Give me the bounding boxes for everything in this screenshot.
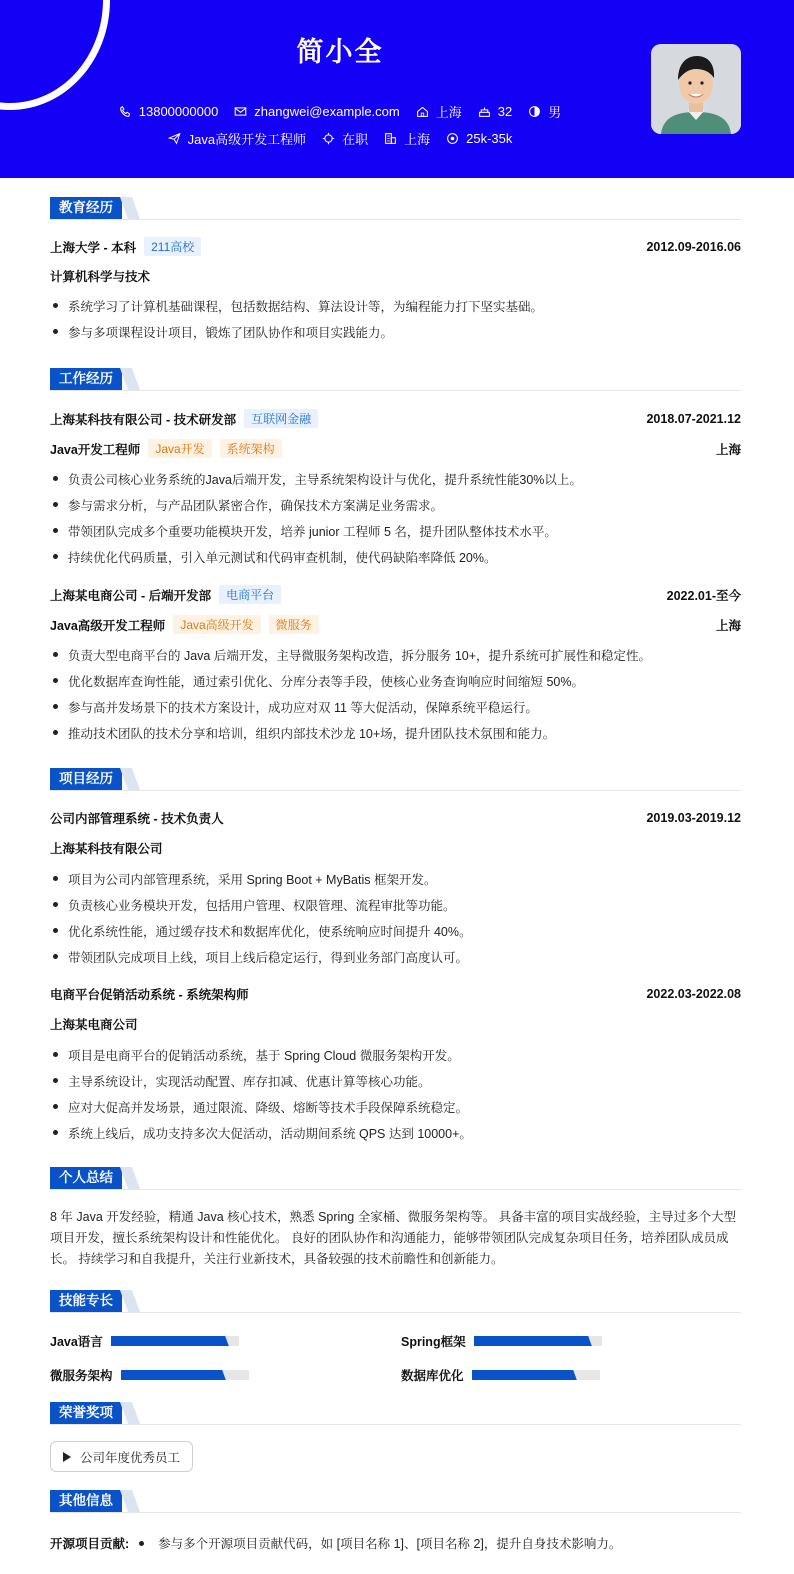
section-skills: [50, 1290, 741, 1312]
work-date: 2018.07-2021.12: [646, 411, 741, 426]
list-item: 系统上线后，成功支持多次大促活动，活动期间系统 QPS 达到 10000+。: [50, 1124, 741, 1142]
bullet-dot: [139, 1541, 144, 1546]
section-divider: [50, 790, 741, 791]
avatar: [651, 44, 741, 134]
section-education: [50, 197, 741, 219]
list-item: 参与多项课程设计项目，锻炼了团队协作和项目实践能力。: [50, 323, 741, 341]
job-status: 在职: [322, 129, 368, 148]
industry-tag: 电商平台: [219, 585, 281, 604]
work-header: 上海某电商公司 - 后端开发部 电商平台 2022.01-至今: [50, 585, 741, 604]
title-slant: [120, 1402, 140, 1424]
skill-bar-fill: [472, 1370, 572, 1380]
industry-tag: 互联网金融: [244, 409, 318, 428]
skill-bar-fill: [111, 1336, 224, 1346]
title-slant: [120, 768, 140, 790]
resume-header: [0, 0, 794, 178]
gender-icon: [528, 105, 541, 118]
education-date: 2012.09-2016.06: [646, 239, 741, 254]
list-item: 参与需求分析，与产品团队紧密合作，确保技术方案满足业务需求。: [50, 496, 741, 514]
project-company: 上海某科技有限公司: [50, 842, 163, 856]
list-item: 优化数据库查询性能，通过索引优化、分库分表等手段，使核心业务查询响应时间缩短 50%。: [50, 672, 741, 690]
work-header: 上海某科技有限公司 - 技术研发部 互联网金融 2018.07-2021.12: [50, 409, 741, 428]
education-major: 计算机科学与技术: [50, 270, 151, 284]
status-icon: [322, 132, 335, 145]
skill-tag: Java开发: [148, 439, 211, 458]
section-other: [50, 1490, 741, 1512]
section-divider: [50, 390, 741, 391]
skill-bar-fill: [474, 1336, 587, 1346]
other-label: 开源项目贡献:: [50, 1537, 130, 1551]
job-intent-row: [0, 129, 680, 148]
section-title-work: 工作经历: [50, 368, 122, 390]
work-role: Java开发工程师 Java开发 系统架构 上海: [50, 439, 741, 458]
section-divider: [50, 1512, 741, 1513]
other-info: [50, 1534, 621, 1552]
title-slant: [120, 1167, 140, 1189]
work-date: 2022.01-至今: [666, 588, 741, 603]
list-item: 推动技术团队的技术分享和培训，组织内部技术沙龙 10+场，提升团队技术氛围和能力。: [50, 724, 741, 742]
list-item: 系统学习了计算机基础课程，包括数据结构、算法设计等，为编程能力打下坚实基础。: [50, 297, 741, 315]
work-city: 上海: [715, 442, 741, 457]
list-item: 项目是电商平台的促销活动系统，基于 Spring Cloud 微服务架构开发。: [50, 1046, 741, 1064]
phone-icon: [119, 105, 132, 118]
section-title-awards: 荣誉奖项: [50, 1402, 122, 1424]
skill-bar-fill: [121, 1370, 221, 1380]
title-slant: [120, 1290, 140, 1312]
section-divider: [50, 1424, 741, 1425]
play-icon: [63, 1452, 71, 1462]
list-item: 持续优化代码质量，引入单元测试和代码审查机制，使代码缺陷率降低 20%。: [50, 548, 741, 566]
mail-icon: [234, 105, 247, 118]
project-date: 2019.03-2019.12: [646, 811, 741, 825]
summary-text: 8 年 Java 开发经验，精通 Java 核心技术，熟悉 Spring 全家桶、微服务架构等。 具备丰富的项目实战经验，主导过多个大型项目开发，擅长系统架构设计和性能优化。 良好的团队协作和沟通能力，能够带领团队完成复杂项目任务，培养团队成员成长。 持续学习和自我提升，关注行业新技术，具备较强的技术前瞻性和创新能力。: [50, 1210, 737, 1266]
title-slant: [120, 1490, 140, 1512]
project-date: 2022.03-2022.08: [646, 987, 741, 1001]
list-item: 参与高并发场景下的技术方案设计，成功应对双 11 等大促活动，保障系统平稳运行。: [50, 698, 741, 716]
job-title: Java高级开发工程师: [168, 129, 306, 148]
section-divider: [50, 219, 741, 220]
skill-bar: [111, 1336, 239, 1346]
contact-gender: 男: [528, 102, 561, 121]
section-title-skills: 技能专长: [50, 1290, 122, 1312]
list-item: 项目为公司内部管理系统，采用 Spring Boot + MyBatis 框架开发。: [50, 870, 741, 888]
title-slant: [120, 197, 140, 219]
section-divider: [50, 1189, 741, 1190]
skill-tag: 微服务: [269, 615, 319, 634]
list-item: 负责大型电商平台的 Java 后端开发，主导微服务架构改造，拆分服务 10+，提升系统可扩展性和稳定性。: [50, 646, 741, 664]
skill-item: 微服务架构: [50, 1366, 249, 1384]
skill-bar: [472, 1370, 600, 1380]
section-title-summary: 个人总结: [50, 1167, 122, 1189]
section-work: [50, 368, 741, 390]
project-company: 上海某电商公司: [50, 1018, 138, 1032]
list-item: 带领团队完成多个重要功能模块开发，培养 junior 工程师 5 名，提升团队整体技术水平。: [50, 522, 741, 540]
section-title-projects: 项目经历: [50, 768, 122, 790]
section-projects: [50, 768, 741, 790]
section-awards: [50, 1402, 741, 1424]
list-item: 应对大促高并发场景，通过限流、降级、熔断等技术手段保障系统稳定。: [50, 1098, 741, 1116]
building-icon: [384, 132, 397, 145]
contact-email: zhangwei@example.com: [234, 104, 399, 119]
skill-item: Spring框架: [401, 1332, 602, 1350]
send-icon: [168, 132, 181, 145]
contact-row: [0, 102, 680, 121]
work-city: 上海: [715, 618, 741, 633]
list-item: 带领团队完成项目上线，项目上线后稳定运行，得到业务部门高度认可。: [50, 948, 741, 966]
age-icon: [478, 105, 491, 118]
contact-age: 32: [478, 104, 512, 119]
contact-location: 上海: [416, 102, 462, 121]
salary-icon: [446, 132, 459, 145]
title-slant: [120, 368, 140, 390]
list-item: 优化系统性能，通过缓存技术和数据库优化，使系统响应时间提升 40%。: [50, 922, 741, 940]
contact-phone: 13800000000: [119, 104, 219, 119]
skill-tag: Java高级开发: [173, 615, 260, 634]
list-item: 负责核心业务模块开发，包括用户管理、权限管理、流程审批等功能。: [50, 896, 741, 914]
skill-item: 数据库优化: [401, 1366, 600, 1384]
section-summary: [50, 1167, 741, 1189]
home-icon: [416, 105, 429, 118]
project-header: 公司内部管理系统 - 技术负责人 2019.03-2019.12: [50, 811, 741, 826]
work-role: Java高级开发工程师 Java高级开发 微服务 上海: [50, 615, 741, 634]
job-city: 上海: [384, 129, 430, 148]
section-title-other: 其他信息: [50, 1490, 122, 1512]
other-text: 参与多个开源项目贡献代码，如 [项目名称 1]、[项目名称 2]，提升自身技术影响力。: [158, 1537, 622, 1551]
job-salary: 25k-35k: [446, 131, 512, 146]
education-header: 上海大学 - 本科 211高校 2012.09-2016.06: [50, 237, 741, 256]
skill-tag: 系统架构: [220, 439, 282, 458]
project-header: 电商平台促销活动系统 - 系统架构师 2022.03-2022.08: [50, 987, 741, 1002]
candidate-name: 简小全: [296, 37, 384, 67]
school-tag: 211高校: [144, 237, 201, 256]
list-item: 负责公司核心业务系统的Java后端开发，主导系统架构设计与优化，提升系统性能30%以上。: [50, 470, 741, 488]
skill-item: Java语言: [50, 1332, 239, 1350]
award-item: 公司年度优秀员工: [50, 1441, 193, 1472]
section-title-education: 教育经历: [50, 197, 122, 219]
skill-bar: [121, 1370, 249, 1380]
skill-bar: [474, 1336, 602, 1346]
list-item: 主导系统设计，实现活动配置、库存扣减、优惠计算等核心功能。: [50, 1072, 741, 1090]
section-divider: [50, 1312, 741, 1313]
